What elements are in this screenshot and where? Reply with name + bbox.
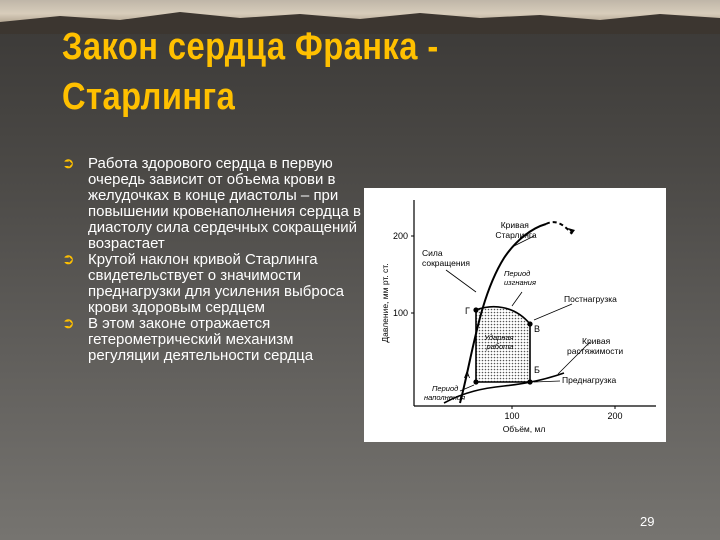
x-tick-label: 200 xyxy=(607,411,623,421)
arrow-circle-icon: ➲ xyxy=(62,155,75,172)
label-line: Ударная xyxy=(484,333,514,342)
label-filling-period xyxy=(424,384,465,402)
label-ejection-period xyxy=(504,269,536,287)
label-line: работа xyxy=(486,342,514,351)
arrow-circle-icon: ➲ xyxy=(62,315,75,332)
label-stroke-work xyxy=(483,333,516,351)
x-tick-label: 100 xyxy=(504,411,520,421)
bullet-text: В этом законе отражается гетерометрический механизм регуляции деятельности сердца xyxy=(88,315,314,364)
label-line: изгнания xyxy=(504,278,536,287)
label-line: растяжимости xyxy=(567,346,624,356)
slide-title: Закон сердца Франка - Старлинга xyxy=(62,26,439,118)
label-line: Кривая xyxy=(582,336,611,346)
point-label: В xyxy=(534,324,541,334)
point-label: Г xyxy=(465,306,470,316)
y-tick-label: 100 xyxy=(392,308,408,318)
label-line: Сила xyxy=(422,248,443,258)
label-afterload: Постнагрузка xyxy=(564,294,617,304)
point-label: Б xyxy=(534,365,540,375)
bullet-text: Крутой наклон кривой Старлинга свидетельствует о значимости преднагрузки для усиления выброса крови здоровым сердцем xyxy=(88,251,344,316)
bullet-item xyxy=(62,316,362,364)
label-line: Период xyxy=(504,269,531,278)
page-number: 29 xyxy=(640,514,655,529)
x-axis-label: Объём, мл xyxy=(502,424,546,434)
label-line: сокращения xyxy=(422,258,470,268)
y-tick-label: 200 xyxy=(392,231,408,241)
bullet-text: Работа здорового сердца в первую очередь зависит от объема крови в желудочках в конце диастолы – при повышении кровенаполнения сердца в диастолу сила сердечных сокращений возрастает xyxy=(88,155,361,252)
bullet-item xyxy=(62,156,362,252)
arrow-circle-icon: ➲ xyxy=(62,251,75,268)
label-line: Период xyxy=(432,384,459,393)
y-axis-label: Давление, мм рт. ст. xyxy=(380,263,390,343)
label-line: Кривая xyxy=(500,220,529,230)
label-extensibility-curve xyxy=(567,336,623,356)
label-preload: Преднагрузка xyxy=(562,375,617,385)
label-line: наполнения xyxy=(424,393,466,402)
starling-diagram xyxy=(364,188,666,442)
label-line: Старлинга xyxy=(495,230,537,240)
label-contraction-force xyxy=(422,248,470,268)
bullet-item xyxy=(62,252,362,316)
bullet-list xyxy=(62,156,362,364)
label-starling-curve xyxy=(495,220,536,240)
point-label: А xyxy=(464,370,471,380)
